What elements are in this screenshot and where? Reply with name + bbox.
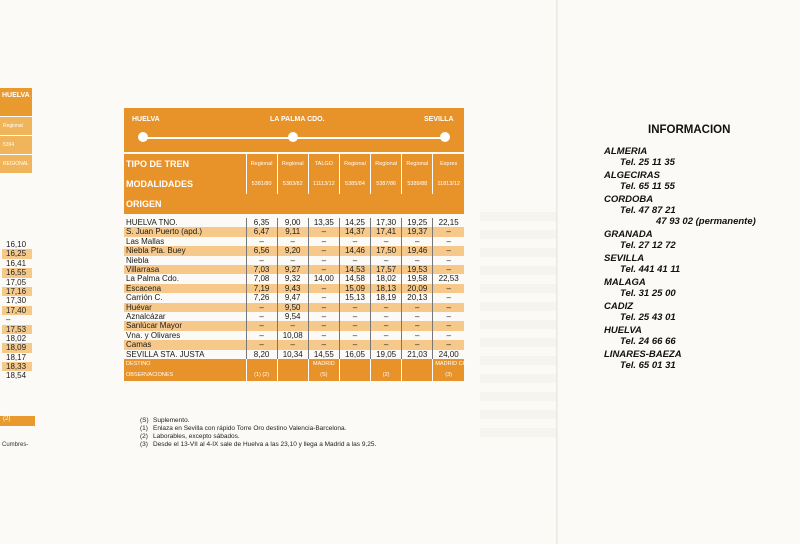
row-label: Niebla Pta. Buey [124,246,246,255]
cell: 19,05 [371,350,402,359]
cell: 5381/80 [246,174,277,194]
cell: (3) [433,370,464,381]
origen-label: ORIGEN [124,194,464,214]
cell: – [246,237,277,246]
cell: – [339,321,370,330]
cell: – [433,284,464,293]
cell: Regional [402,154,433,174]
cell: 18,02 [371,274,402,283]
cell: Regional [246,154,277,174]
footnote [140,433,376,441]
cell: – [308,331,339,340]
left-strip-time: 17,30 [6,296,27,306]
route-dot [138,132,148,142]
table-row [124,274,464,283]
table-row [124,284,464,293]
cell: – [402,237,433,246]
cell: 9,00 [277,218,308,227]
left-strip-note: Cumbres- [2,442,29,448]
left-strip-time: 16,41 [6,258,27,268]
info-city: MALAGA [604,277,646,288]
info-city: GRANADA [604,229,653,240]
cell: – [433,312,464,321]
table-row [124,227,464,236]
cell: – [433,340,464,349]
cell: – [402,312,433,321]
info-phone: Tel. 441 41 11 [620,264,681,275]
left-strip-times [2,240,32,381]
left-strip-cell: REGIONAL [0,154,32,173]
left-strip [0,88,32,173]
left-strip-time: 17,53 [2,325,32,334]
cell: – [339,312,370,321]
cell: 18,13 [371,284,402,293]
cell: – [402,321,433,330]
cell [371,359,402,370]
cell: 9,50 [277,303,308,312]
timetable [124,154,469,381]
left-strip-time: 18,33 [2,362,32,371]
cell: 14,00 [308,274,339,283]
info-list [604,146,784,371]
info-city: HUELVA [604,325,642,336]
left-strip-time: 18,02 [6,333,27,343]
cell: 8,20 [246,350,277,359]
cell: 10,08 [277,331,308,340]
cell: 9,43 [277,284,308,293]
cell: 5389/88 [402,174,433,194]
cell [246,359,277,370]
cell: – [433,293,464,302]
table-row [124,256,464,265]
cell: – [277,340,308,349]
header-row-tipo [124,154,464,174]
cell: 20,13 [402,293,433,302]
row-label: DESTINO [124,359,246,370]
info-city: ALGECIRAS [604,170,660,181]
cell: 14,55 [308,350,339,359]
cell: – [371,340,402,349]
cell: 18,19 [371,293,402,302]
footnote-key: (3) [140,441,148,448]
cell: 21,03 [402,350,433,359]
show-through-texture [480,212,556,442]
cell: 11813/12 [433,174,464,194]
cell: (2) [371,370,402,381]
cell: – [308,265,339,274]
cell: MADRID CH. [433,359,464,370]
cell: 19,53 [402,265,433,274]
table-row [124,303,464,312]
row-label: La Palma Cdo. [126,274,179,284]
cell: – [308,321,339,330]
cell: – [308,256,339,265]
cell: – [277,256,308,265]
left-strip-station: HUELVA [0,88,32,116]
row-label: OBSERVACIONES [124,370,246,381]
cell: 9,20 [277,246,308,255]
cell: 9,27 [277,265,308,274]
header-row-modalidades [124,174,464,194]
cell: 5387/86 [371,174,402,194]
cell: – [277,321,308,330]
table-row [124,331,464,340]
info-phone: Tel. 47 87 21 [620,205,676,216]
cell: – [433,227,464,236]
table-row [124,312,464,321]
info-city: SEVILLA [604,253,645,264]
cell [277,359,308,370]
row-label: Niebla [126,255,149,265]
cell: – [402,340,433,349]
cell: 15,13 [339,293,370,302]
row-label: HUELVA TNO. [126,218,178,227]
cell: 14,46 [339,246,370,255]
footnotes [140,417,376,449]
table-row [124,246,464,255]
left-strip-time: 18,09 [2,343,32,352]
cell: 13,35 [308,218,339,227]
cell: 6,35 [246,218,277,227]
footnote-key: (1) [140,425,148,432]
cell: 14,37 [339,227,370,236]
cell: – [246,331,277,340]
row-label: Vna. y Olivares [126,330,181,340]
cell: – [308,312,339,321]
cell: – [371,312,402,321]
info-phone: Tel. 24 66 66 [620,336,676,347]
info-phone: Tel. 25 43 01 [620,312,676,323]
cell: 6,47 [246,227,277,236]
cell: – [308,237,339,246]
route-band [124,108,464,152]
info-phone-extra: 47 93 02 (permanente) [656,216,756,227]
left-strip-time: 18,17 [6,352,27,362]
cell [339,359,370,370]
cell: – [402,256,433,265]
left-strip-time: 16,55 [2,268,32,277]
cell [277,370,308,381]
info-city: ALMERIA [604,146,648,157]
left-strip-time: 17,16 [2,287,32,296]
cell: 5383/82 [277,174,308,194]
left-strip-time: 16,25 [2,249,32,258]
cell: – [433,303,464,312]
cell: 9,54 [277,312,308,321]
cell: MADRID [308,359,339,370]
cell: 17,57 [371,265,402,274]
cell: 11113/12 [308,174,339,194]
cell: 14,58 [339,274,370,283]
info-city: CORDOBA [604,194,654,205]
route-station-end: SEVILLA [424,116,454,123]
table-row [124,293,464,302]
footer-row-destino [124,359,464,370]
cell: – [371,321,402,330]
cell: – [308,293,339,302]
cell: 19,46 [402,246,433,255]
cell: – [371,303,402,312]
cell: – [277,237,308,246]
cell: 6,56 [246,246,277,255]
cell: – [308,340,339,349]
left-strip-time: 18,54 [6,371,27,381]
page-fold [556,0,558,544]
route-station-mid: LA PALMA CDO. [270,116,325,123]
cell: – [339,256,370,265]
cell: – [371,237,402,246]
cell [402,359,433,370]
cell: 24,00 [433,350,464,359]
cell: 14,25 [339,218,370,227]
cell: 20,09 [402,284,433,293]
cell: – [339,340,370,349]
left-strip-time: 16,10 [6,240,27,249]
left-strip-time: 17,40 [2,306,32,315]
left-strip-foot: (2) [0,416,35,426]
row-label: TIPO DE TREN [124,154,246,174]
cell: 16,05 [339,350,370,359]
cell: 7,08 [246,274,277,283]
cell: TALGO [308,154,339,174]
cell: – [246,312,277,321]
cell: 19,58 [402,274,433,283]
row-label: S. Juan Puerto (apd.) [124,227,246,236]
cell [402,370,433,381]
route-dot [440,132,450,142]
cell: – [246,303,277,312]
cell: – [433,256,464,265]
footnote-key: (S) [140,417,149,424]
row-label: Aznalcázar [126,312,166,322]
cell: – [339,331,370,340]
cell: 7,19 [246,284,277,293]
footer-row-observaciones [124,370,464,381]
row-label: MODALIDADES [124,174,246,194]
cell: – [402,303,433,312]
cell: (1) (2) [246,370,277,381]
cell: Regional [371,154,402,174]
cell: 9,32 [277,274,308,283]
row-label: Sanlúcar Mayor [124,321,246,330]
left-strip-cell: 5394 [0,135,32,154]
table-row [124,265,464,274]
cell: – [308,246,339,255]
left-strip-time: 17,05 [6,277,27,287]
cell: – [308,303,339,312]
cell: – [433,246,464,255]
cell: – [371,256,402,265]
footnote-key: (2) [140,433,148,440]
cell: – [339,303,370,312]
cell: – [371,331,402,340]
cell: – [433,331,464,340]
header-row-origen [124,194,464,214]
cell: – [308,227,339,236]
table-row [124,218,464,227]
row-label: Escacena [124,284,246,293]
cell: 10,34 [277,350,308,359]
footnote [140,417,376,425]
cell: 17,30 [371,218,402,227]
info-phone: Tel. 65 01 31 [620,360,676,371]
row-label: Villarrasa [124,265,246,274]
left-strip-time: – [6,315,11,325]
row-label: Carrión C. [126,293,163,303]
table-row [124,321,464,330]
footnote-text: Laborables, excepto sábados. [153,433,240,440]
info-phone: Tel. 31 25 00 [620,288,676,299]
cell: 22,53 [433,274,464,283]
cell: – [433,265,464,274]
route-dot [288,132,298,142]
row-label: Huévar [124,303,246,312]
cell: 17,41 [371,227,402,236]
cell: – [339,237,370,246]
cell: 9,47 [277,293,308,302]
info-phone: Tel. 27 12 72 [620,240,676,251]
info-city: CADIZ [604,301,634,312]
footnote-text: Suplemento. [153,417,190,424]
cell: 5385/84 [339,174,370,194]
cell: – [433,321,464,330]
cell: – [433,237,464,246]
row-label: SEVILLA STA. JUSTA [126,349,205,359]
info-title: INFORMACION [648,124,731,136]
info-city: LINARES-BAEZA [604,349,682,360]
cell: Expres [433,154,464,174]
footnote [140,441,376,449]
cell: – [402,331,433,340]
cell: 14,53 [339,265,370,274]
cell: Regional [339,154,370,174]
footnote [140,425,376,433]
table-row [124,340,464,349]
cell: 7,26 [246,293,277,302]
cell: – [246,256,277,265]
info-panel [604,124,784,371]
cell: 19,37 [402,227,433,236]
route-station-start: HUELVA [132,116,160,123]
cell: 9,11 [277,227,308,236]
left-strip-cell: Regional [0,116,32,135]
row-label: Camas [124,340,246,349]
cell: 7,03 [246,265,277,274]
footnote-text: Enlaza en Sevilla con rápido Torre Oro destino Valencia-Barcelona. [153,425,347,432]
info-phone: Tel. 25 11 35 [620,157,675,168]
cell: – [246,340,277,349]
table-row [124,237,464,246]
cell: 19,25 [402,218,433,227]
cell [339,370,370,381]
cell: (S) [308,370,339,381]
cell: Regional [277,154,308,174]
cell: 15,09 [339,284,370,293]
cell: 17,50 [371,246,402,255]
cell: 22,15 [433,218,464,227]
cell: – [246,321,277,330]
footnote-text: Desde el 13-VII al 4-IX sale de Huelva a las 23,10 y llega a Madrid a las 9,25. [153,441,377,448]
info-phone: Tel. 65 11 55 [620,181,675,192]
cell: – [308,284,339,293]
table-row [124,350,464,359]
row-label: Las Mallas [126,236,165,246]
